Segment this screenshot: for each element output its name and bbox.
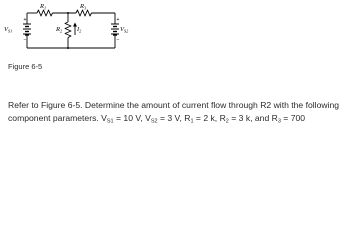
r1-param [184, 113, 217, 123]
r3-param [272, 113, 305, 123]
vs2-param-symbol: V [145, 113, 151, 123]
battery-vs2 [111, 24, 119, 35]
resistor-r2 [65, 22, 71, 38]
vs1-param [101, 113, 143, 123]
vs1-label-sub: S1 [7, 28, 13, 34]
vs2-param-value: = 3 V, [159, 113, 182, 123]
i2-label: I [77, 26, 80, 33]
r1-param-symbol: R [184, 113, 191, 123]
vs2-minus: − [116, 37, 120, 43]
r2-param-value: = 3 k, and [231, 113, 270, 123]
r1-label-sub: 1 [43, 5, 47, 11]
r2-label-sub: 2 [59, 28, 63, 34]
battery-vs1 [23, 24, 31, 35]
junction-top [67, 12, 69, 14]
r3-label-sub: 3 [83, 5, 87, 11]
r1-param-value: = 2 k, [195, 113, 218, 123]
vs1-param-symbol: V [101, 113, 107, 123]
r2-param [220, 113, 270, 123]
r2-param-symbol: R [219, 113, 226, 123]
vs2-label: V [120, 26, 124, 33]
r1-param-sub: 1 [190, 118, 194, 125]
svg-text:R2 [55, 26, 62, 34]
resistor-r1 [37, 10, 53, 16]
question-intro: Refer to Figure 6-5. Determine the amount of current flow through R2 with the following component parameters. [8, 100, 340, 123]
vs1-label: V [4, 26, 8, 33]
vs1-minus: − [23, 37, 27, 43]
vs1-param-sub: S1 [106, 118, 114, 125]
svg-text:R3 [79, 3, 86, 11]
r3-param-sub: 3 [277, 118, 281, 125]
svg-text:R1 [39, 3, 46, 11]
junction-bottom [67, 47, 69, 49]
vs2-label-sub: S2 [123, 28, 129, 34]
question-text [8, 99, 346, 125]
r3-label: R [80, 3, 84, 10]
svg-text:I2 [76, 26, 81, 34]
figure-caption: Figure 6-5 [8, 62, 43, 71]
r1-label: R [40, 3, 44, 10]
r3-param-symbol: R [271, 113, 278, 123]
vs2-plus: + [116, 17, 120, 23]
r2-param-sub: 2 [225, 118, 229, 125]
r2-label: R [56, 26, 60, 33]
resistor-r3 [76, 10, 92, 16]
r3-param-value: = 700 [283, 113, 306, 123]
i2-label-sub: 2 [79, 28, 82, 34]
vs1-param-value: = 10 V, [116, 113, 143, 123]
vs2-param [145, 113, 182, 123]
svg-text:VS2 [120, 26, 128, 34]
vs2-param-sub: S2 [150, 118, 158, 125]
circuit-diagram [0, 0, 130, 56]
svg-text:VS1 [4, 26, 12, 34]
vs1-plus: + [23, 17, 27, 23]
